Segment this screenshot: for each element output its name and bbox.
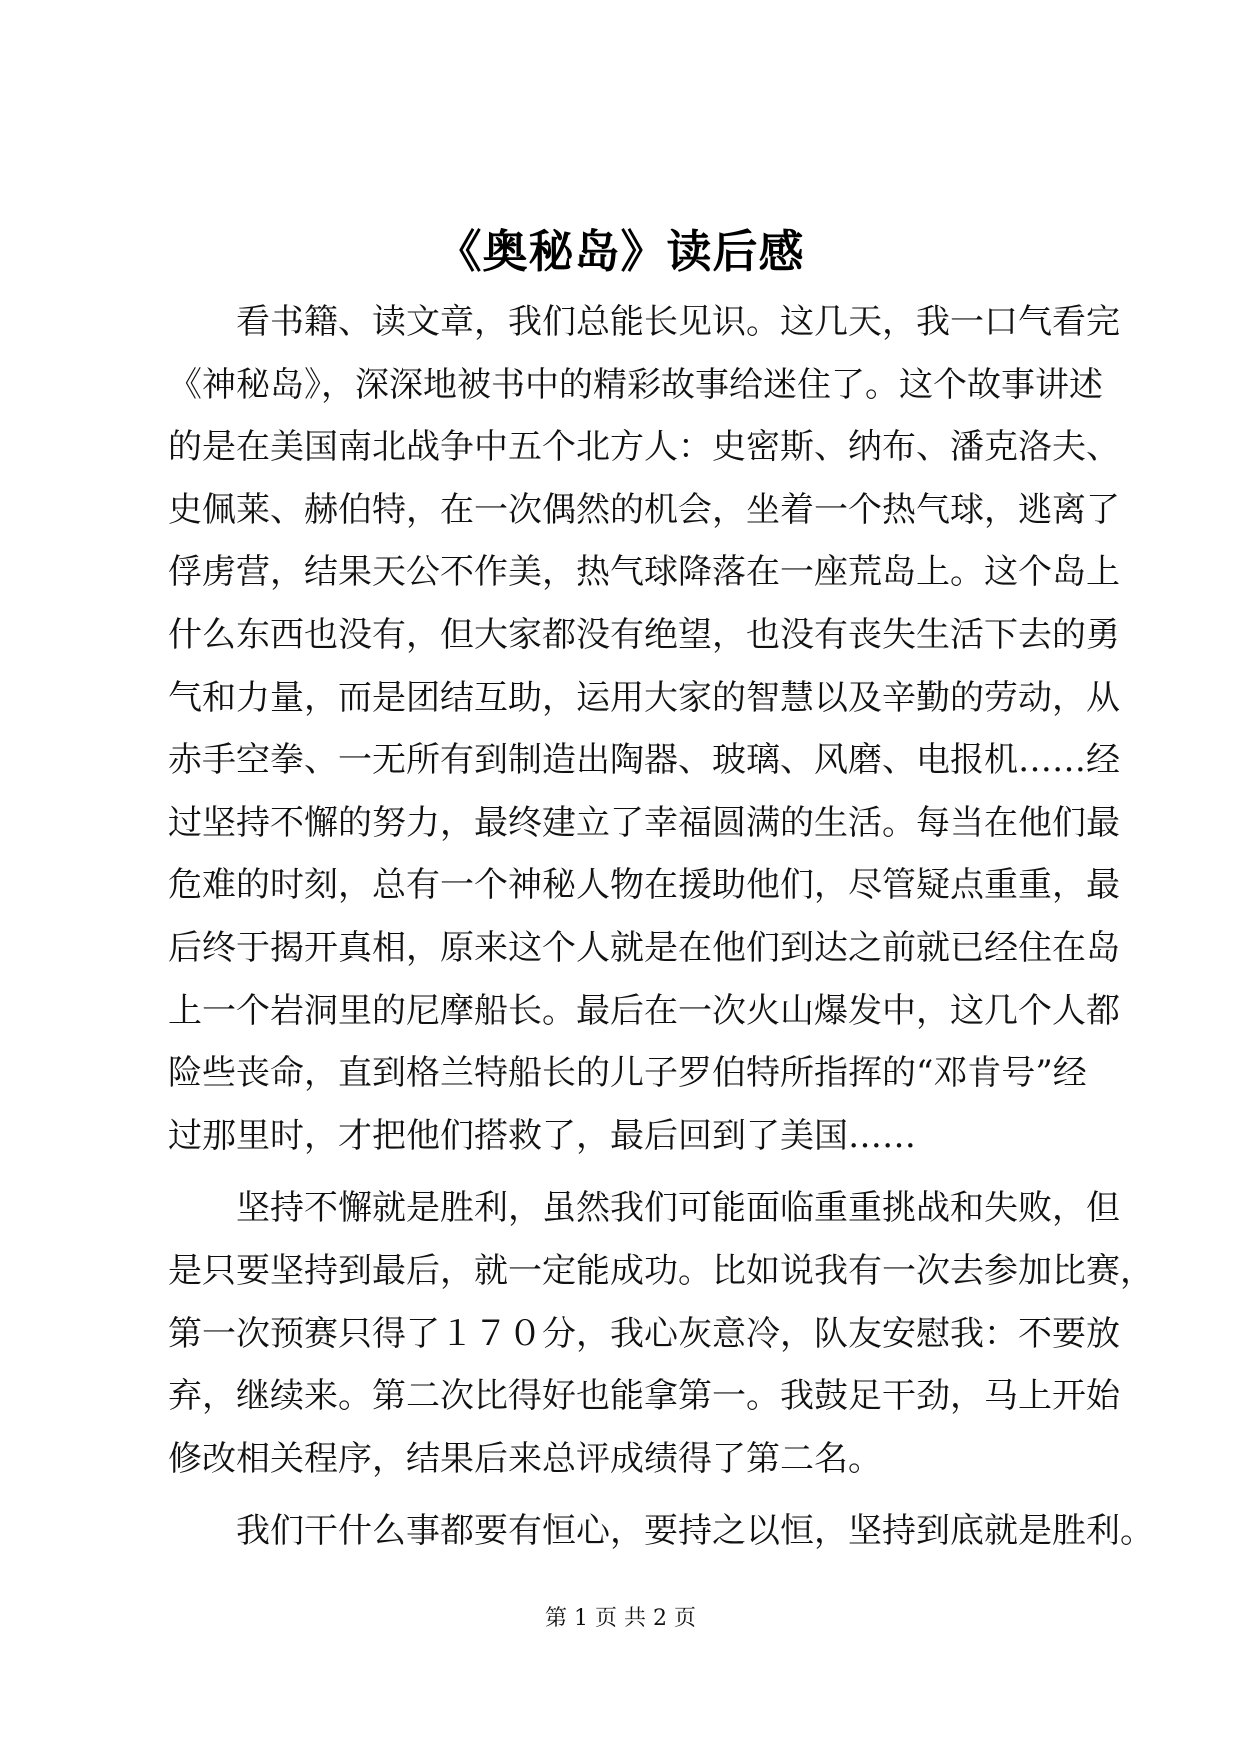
paragraph-line: 弃，继续来。第二次比得好也能拿第一。我鼓足干劲，马上开始 — [168, 1376, 1120, 1417]
paragraph-line: 过那里时，才把他们搭救了，最后回到了美国…… — [168, 1115, 916, 1156]
paragraph-line: 的是在美国南北战争中五个北方人：史密斯、纳布、潘克洛夫、 — [168, 427, 1120, 468]
paragraph-line: 过坚持不懈的努力，最终建立了幸福圆满的生活。每当在他们最 — [168, 802, 1120, 843]
paragraph-line: 是只要坚持到最后，就一定能成功。比如说我有一次去参加比赛， — [168, 1250, 1154, 1291]
document-body — [168, 291, 1154, 1563]
paragraph-1 — [168, 291, 1120, 1167]
paragraph-3 — [168, 1500, 1154, 1563]
document-title: 《奥秘岛》读后感 — [436, 225, 805, 278]
paragraph-line: 史佩莱、赫伯特，在一次偶然的机会，坐着一个热气球，逃离了 — [168, 489, 1120, 530]
paragraph-line: 《神秘岛》，深深地被书中的精彩故事给迷住了。这个故事讲述 — [168, 364, 1103, 405]
paragraph-line: 坚持不懈就是胜利，虽然我们可能面临重重挑战和失败，但 — [236, 1188, 1120, 1229]
paragraph-line: 上一个岩洞里的尼摩船长。最后在一次火山爆发中，这几个人都 — [168, 990, 1120, 1031]
paragraph-line: 赤手空拳、一无所有到制造出陶器、玻璃、风磨、电报机……经 — [168, 740, 1120, 781]
paragraph-line: 危难的时刻，总有一个神秘人物在援助他们，尽管疑点重重，最 — [168, 865, 1120, 906]
paragraph-2 — [168, 1177, 1154, 1490]
paragraph-line: 什么东西也没有，但大家都没有绝望，也没有丧失生活下去的勇 — [168, 614, 1120, 655]
paragraph-line: 后终于揭开真相，原来这个人就是在他们到达之前就已经住在岛 — [168, 927, 1120, 968]
paragraph-line: 第一次预赛只得了１７０分，我心灰意冷，队友安慰我：不要放 — [168, 1313, 1120, 1354]
paragraph-line: 看书籍、读文章，我们总能长见识。这几天，我一口气看完 — [236, 302, 1120, 342]
paragraph-spacer — [168, 1167, 1078, 1177]
page-footer: 第 1 页 共 2 页 — [545, 1606, 696, 1631]
paragraph-line: 俘虏营，结果天公不作美，热气球降落在一座荒岛上。这个岛上 — [168, 552, 1120, 593]
paragraph-spacer — [168, 1490, 1078, 1500]
paragraph-line: 险些丧命，直到格兰特船长的儿子罗伯特所指挥的“邓肯号”经 — [168, 1053, 1087, 1094]
paragraph-line: 修改相关程序，结果后来总评成绩得了第二名。 — [168, 1438, 882, 1479]
paragraph-line: 我们干什么事都要有恒心，要持之以恒，坚持到底就是胜利。 — [236, 1511, 1154, 1552]
paragraph-line: 气和力量，而是团结互助，运用大家的智慧以及辛勤的劳动，从 — [168, 677, 1120, 718]
